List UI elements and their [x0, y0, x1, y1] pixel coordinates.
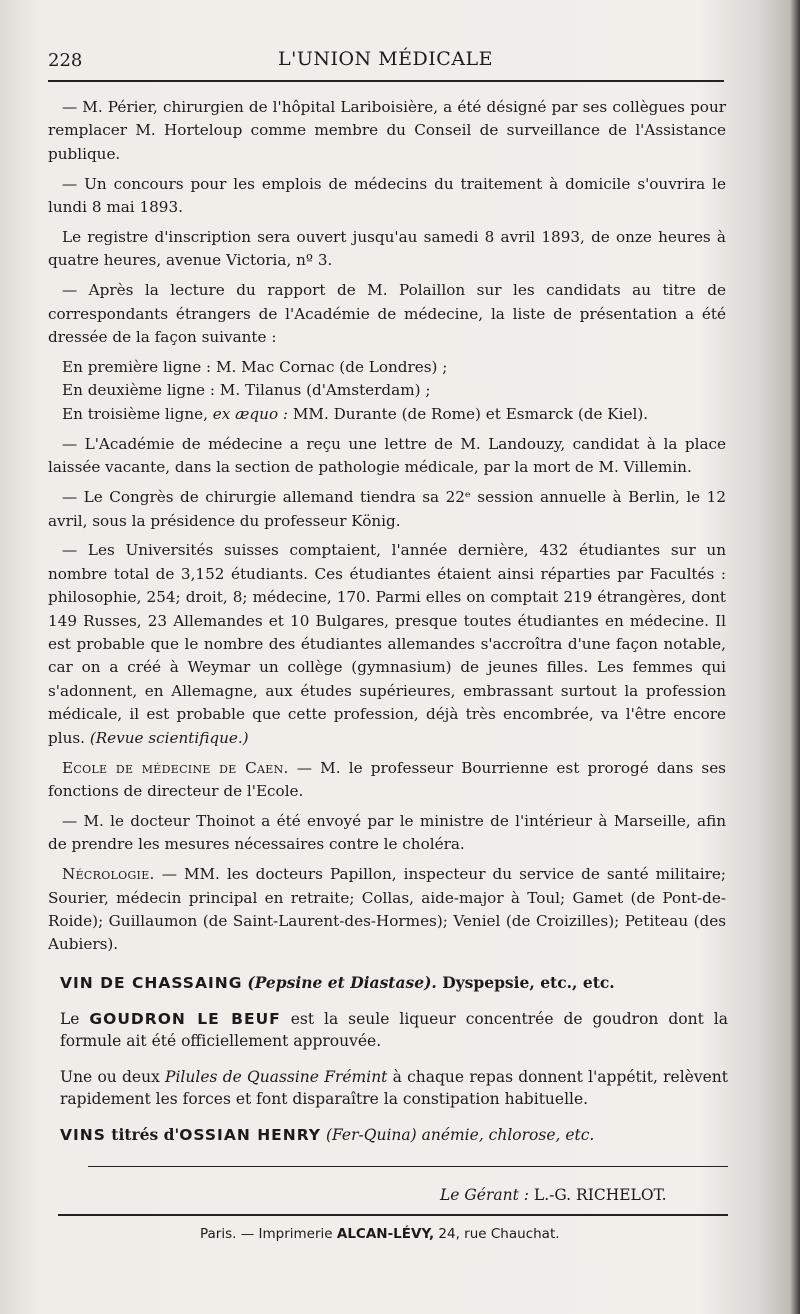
imprint-city: Paris. — Imprimerie	[200, 1226, 337, 1242]
ad-vin-rest: Dyspepsie, etc., etc.	[436, 973, 615, 992]
list-troisieme-ligne	[48, 403, 726, 426]
imprint-printer: ALCAN-LÉVY,	[336, 1226, 435, 1242]
ad-quassine	[60, 1066, 728, 1110]
paragraph-perier: — M. Périer, chirurgien de l'hôpital Lariboisière, a été désigné par ses collègues pour remplacer M. Horteloup comme membre du Conseil de surveillance de l'Assistance publique.	[48, 98, 726, 163]
paragraph-landouzy: — L'Académie de médecine a reçu une lettre de M. Landouzy, candidat à la place laissée vacante, dans la section de pathologie médicale, par la mort de M. Villemin.	[48, 434, 726, 477]
advertisements	[60, 972, 728, 1160]
ad-ossian-text: (Fer-Quina) anémie, chlorose, etc.	[321, 1126, 595, 1144]
gerant-name: L.-G. RICHELOT.	[528, 1186, 667, 1204]
ad-goudron-text: est la seule liqueur concentrée de goudron dont la formule ait été officiellement approuvée.	[60, 1010, 728, 1050]
caen-text: — M. le professeur Bourrienne est prorogé dans ses fonctions de directeur de l'Ecole.	[48, 758, 726, 800]
paragraph-thoinot: — M. le docteur Thoinot a été envoyé par le ministre de l'intérieur à Marseille, afin de prendre les mesures nécessaires contre le choléra.	[48, 811, 726, 854]
paragraph-universites	[48, 539, 726, 750]
universites-text: — Les Universités suisses comptaient, l'année dernière, 432 étudiantes sur un nombre total de 3,152 étudiants. Ces étudiantes étaient ainsi réparties par Facultés : philosophie, 254; droit, 8; médecine, 170. Parmi elles on comptait 219 étrangères, dont 149 Russes, 23 Allemandes et 10 Bulgares, presque toutes étudiantes en médecine. Il est probable que le nombre des étudiantes allemandes s'accroîtra d'une façon notable, car on a créé à Weymar un collège (gymnasium) de jeunes filles. Les femmes qui s'adonnent, en Allemagne, aux études supérieures, embrassant surtout la profession médicale, il est probable que cette profession, déjà très encombrée, va l'être encore plus.	[48, 541, 726, 747]
ad-goudron	[60, 1008, 728, 1052]
ad-ossian-brand: OSSIAN HENRY	[179, 1126, 322, 1144]
ex-aequo: ex æquo :	[212, 404, 289, 423]
paragraph-registre: Le registre d'inscription sera ouvert jusqu'au samedi 8 avril 1893, de onze heures à quatre heures, avenue Victoria, nº 3.	[48, 228, 726, 270]
paragraph-caen	[48, 757, 726, 804]
list-deuxieme-ligne: En deuxième ligne : M. Tilanus (d'Amsterdam) ;	[62, 381, 431, 400]
gerant-signature	[440, 1186, 667, 1204]
paragraph-academie-liste: — Après la lecture du rapport de M. Polaillon sur les candidats au titre de correspondants étrangers de l'Académie de médecine, la liste de présentation a été dressée de la façon suivante :	[48, 281, 726, 347]
ad-quassine-prefix: Une ou deux	[60, 1068, 166, 1086]
list-premiere-ligne: En première ligne : M. Mac Cornac (de Londres) ;	[62, 358, 448, 377]
ad-goudron-prefix: Le	[60, 1010, 90, 1028]
ad-goudron-brand: GOUDRON LE BEUF	[89, 1010, 281, 1028]
footer-rule-upper	[88, 1166, 728, 1167]
ad-ossian-mid: titrés d'	[105, 1125, 180, 1144]
caen-label: Ecole de médecine de Caen.	[62, 758, 289, 777]
gerant-label: Le Gérant :	[440, 1186, 529, 1204]
ad-ossian-henry	[60, 1124, 728, 1146]
paragraph-congres: — Le Congrès de chirurgie allemand tiendra sa 22ᵉ session annuelle à Berlin, le 12 avril, sous la présidence du professeur König.	[48, 488, 726, 530]
ad-vin-chassaing	[60, 972, 728, 994]
source-citation: (Revue scientifique.)	[89, 728, 249, 747]
page-header	[48, 40, 728, 80]
printer-imprint	[200, 1226, 560, 1242]
paragraph-necrologie	[48, 863, 726, 957]
ad-vin-paren: (Pepsine et Diastase).	[247, 973, 437, 992]
running-title: L'UNION MÉDICALE	[278, 48, 494, 70]
news-column	[48, 96, 726, 963]
ad-vin-brand: VIN DE CHASSAING	[60, 974, 243, 992]
ad-quassine-text: à chaque repas donnent l'appétit, relèvent rapidement les forces et font disparaître la constipation habituelle.	[60, 1068, 728, 1108]
ad-quassine-product: Pilules de Quassine Frémint	[165, 1068, 388, 1086]
footer-rule-lower	[58, 1214, 728, 1216]
necrologie-text: — MM. les docteurs Papillon, inspecteur du service de santé militaire; Sourier, médecin principal en retraite; Collas, aide-major à Toul; Gamet (de Pont-de-Roide); Guillaumon (de Saint-Laurent-des-Hormes); Veniel (de Croizilles); Petiteau (des Aubiers).	[48, 865, 726, 954]
imprint-address: 24, rue Chauchat.	[434, 1226, 560, 1242]
necrologie-label: Nécrologie.	[62, 865, 155, 884]
list-troisieme-names: MM. Durante (de Rome) et Esmarck (de Kiel).	[288, 404, 649, 423]
list-troisieme-prefix: En troisième ligne,	[62, 404, 213, 423]
header-rule	[48, 80, 724, 82]
paragraph-concours: — Un concours pour les emplois de médecins du traitement à domicile s'ouvrira le lundi 8 mai 1893.	[48, 174, 726, 217]
page-number: 228	[48, 50, 83, 71]
ad-vins-brand: VINS	[60, 1126, 106, 1144]
